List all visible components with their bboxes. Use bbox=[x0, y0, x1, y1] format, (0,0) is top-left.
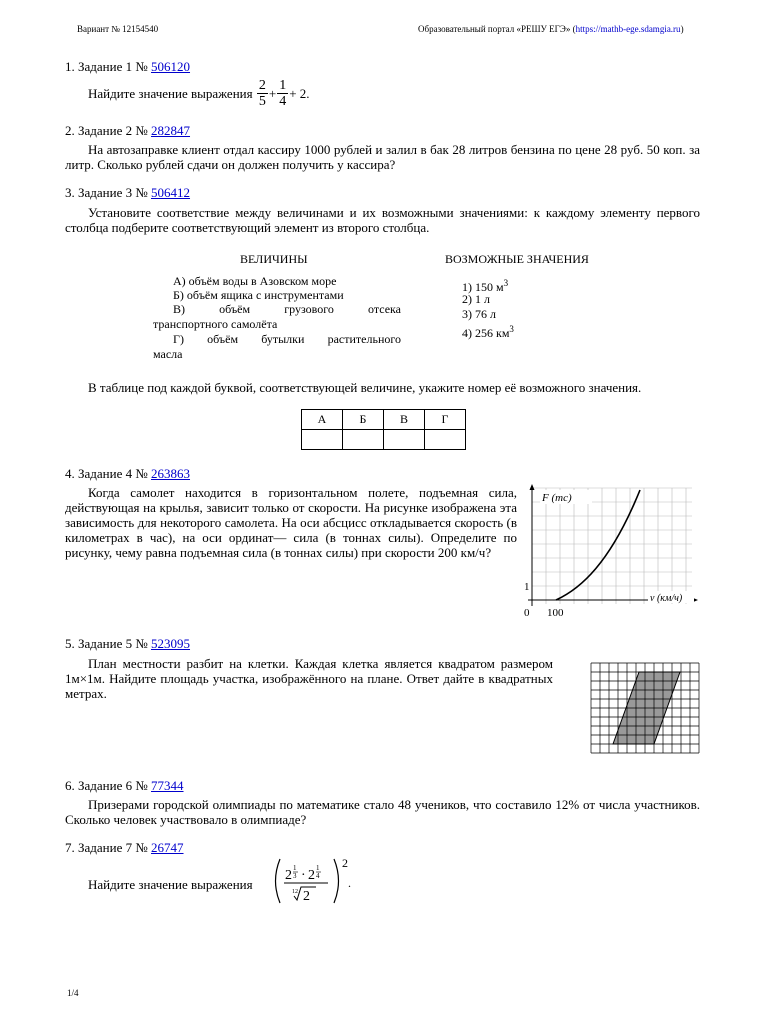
plot-plan-grid bbox=[590, 662, 702, 758]
sup-3: 3 bbox=[509, 324, 514, 334]
x-axis-label: v (км/ч) bbox=[650, 593, 683, 604]
col2-header: ВОЗМОЖНЫЕ ЗНАЧЕНИЯ bbox=[445, 252, 589, 266]
answer-cell bbox=[302, 430, 343, 450]
portal-link[interactable]: https://mathb-ege.sdamgia.ru bbox=[575, 24, 681, 34]
col1-header: ВЕЛИЧИНЫ bbox=[240, 252, 308, 266]
task-label: 6. Задание 6 № bbox=[65, 778, 148, 793]
expr-tail: + 2. bbox=[289, 86, 310, 101]
origin-label: 0 bbox=[524, 607, 530, 619]
col-a: А bbox=[302, 410, 343, 430]
col-b: Б bbox=[343, 410, 384, 430]
answer-cell bbox=[384, 430, 425, 450]
task-5-text: План местности разбит на клетки. Каждая клетка является квадратом размером 1м×1м. Найдите площадь участка, изображённого на плане. Ответ дайте в квадратных метрах. bbox=[65, 656, 553, 701]
value-4 bbox=[462, 322, 514, 340]
task-label: 4. Задание 4 № bbox=[65, 466, 148, 481]
task-5-title bbox=[65, 636, 190, 652]
numerator: 1 bbox=[279, 78, 287, 93]
answer-cell bbox=[343, 430, 384, 450]
task-4-text: Когда самолет находится в горизонтальном полете, подъемная сила, действующая на крылья, зависит только от скорости. На рисунке изображена эта зависимость для некоторого самолета. На оси абсцисс откладывается скорость (в километрах в час), на оси ординат— сила (в тоннах силы). Определите по рисунку, чему равна подъемная сила (в тоннах силы) при скорости 200 км/ч? bbox=[65, 485, 517, 560]
answer-table bbox=[301, 409, 466, 450]
y-axis-label: F (тс) bbox=[542, 492, 572, 504]
task-3-text: Установите соответствие между величинами и их возможными значениями: к каждому элементу первого столбца подберите соответствующий элемент из второго столбца. bbox=[65, 205, 700, 235]
svg-text:3: 3 bbox=[293, 872, 297, 880]
value-1-text: 1) 150 м bbox=[462, 280, 504, 294]
item-b: Б) объём ящика с инструментами bbox=[173, 288, 344, 302]
task-label: 2. Задание 2 № bbox=[65, 123, 148, 138]
value-4-text: 4) 256 км bbox=[462, 326, 510, 340]
lift-curve bbox=[556, 490, 640, 600]
item-g-line2: масла bbox=[153, 347, 183, 361]
denominator: 5 bbox=[258, 94, 266, 109]
item-v-line2: транспортного самолёта bbox=[153, 317, 278, 331]
task-1-title bbox=[65, 59, 190, 75]
task-7-text: Найдите значение выражения bbox=[88, 877, 253, 892]
item-g-line1: Г) объём бутылки растительного bbox=[173, 332, 401, 346]
svg-text:2: 2 bbox=[285, 868, 292, 883]
fraction-2-5 bbox=[257, 78, 268, 109]
value-3: 3) 76 л bbox=[462, 307, 496, 321]
task-2-text: На автозаправке клиент отдал кассиру 1000 рублей и залил в бак 28 литров бензина по цене 28 руб. 50 коп. за литр. Сколько рублей сдачи он должен получить у кассира? bbox=[65, 142, 700, 172]
task-3-link[interactable]: 506412 bbox=[151, 185, 191, 200]
task-1-link[interactable]: 506120 bbox=[151, 59, 191, 74]
y-tick-1: 1 bbox=[524, 581, 530, 593]
page-number: 1/4 bbox=[67, 988, 79, 998]
item-a: А) объём воды в Азовском море bbox=[173, 274, 337, 288]
portal-prefix: Образовательный портал «РЕШУ ЕГЭ» ( bbox=[418, 24, 576, 34]
denominator: 4 bbox=[279, 94, 287, 109]
task-7-expression bbox=[270, 855, 360, 907]
svg-text:2: 2 bbox=[308, 868, 315, 883]
left-paren bbox=[276, 859, 281, 903]
answer-cell bbox=[425, 430, 466, 450]
svg-text:1: 1 bbox=[293, 864, 297, 872]
svg-text:·: · bbox=[301, 868, 306, 883]
task-label: 7. Задание 7 № bbox=[65, 840, 148, 855]
task-4-link[interactable]: 263863 bbox=[151, 466, 191, 481]
item-v-line1: В) объём грузового отсека bbox=[173, 302, 401, 316]
lift-force-graph bbox=[520, 484, 700, 624]
svg-text:2: 2 bbox=[342, 856, 348, 870]
task-2-link[interactable]: 282847 bbox=[151, 123, 191, 138]
answer-table-header bbox=[302, 410, 466, 430]
y-axis-arrow bbox=[530, 484, 535, 490]
task-6-title bbox=[65, 778, 184, 794]
task-7-title bbox=[65, 840, 184, 856]
task-5-link[interactable]: 523095 bbox=[151, 636, 191, 651]
task-1-text: Найдите значение выражения bbox=[88, 86, 253, 101]
task-4-title bbox=[65, 466, 190, 482]
task-2-title bbox=[65, 123, 190, 139]
portal-header bbox=[418, 24, 684, 34]
svg-text:.: . bbox=[348, 876, 351, 890]
task-label: 1. Задание 1 № bbox=[65, 59, 148, 74]
portal-suffix: ) bbox=[680, 24, 684, 34]
task-6-link[interactable]: 77344 bbox=[151, 778, 184, 793]
answer-table-row bbox=[302, 430, 466, 450]
task-1-body: Найдите значение выражения $\frac{2}{5}$ + $\frac{1}{4}$ + 2. bbox=[88, 78, 310, 109]
value-2: 2) 1 л bbox=[462, 292, 490, 306]
task-label: 5. Задание 5 № bbox=[65, 636, 148, 651]
task-label: 3. Задание 3 № bbox=[65, 185, 148, 200]
variant-label: Вариант № 12154540 bbox=[77, 24, 159, 34]
task-7-link[interactable]: 26747 bbox=[151, 840, 184, 855]
x-tick-100: 100 bbox=[547, 607, 564, 619]
right-paren bbox=[334, 859, 339, 903]
task-3-after: В таблице под каждой буквой, соответствующей величине, укажите номер её возможного значения. bbox=[88, 380, 642, 395]
col-v: В bbox=[384, 410, 425, 430]
svg-text:1: 1 bbox=[316, 864, 320, 872]
sup-3: 3 bbox=[503, 278, 509, 288]
svg-text:4: 4 bbox=[316, 872, 320, 880]
col-g: Г bbox=[425, 410, 466, 430]
task-3-title bbox=[65, 185, 190, 201]
svg-text:12: 12 bbox=[292, 889, 298, 895]
task-6-text: Призерами городской олимпиады по математике стало 48 учеников, что составило 12% от числа участников. Сколько человек участвовало в олимпиаде? bbox=[65, 797, 700, 827]
numerator: 2 bbox=[258, 78, 266, 93]
fraction-1-4 bbox=[277, 78, 288, 109]
svg-text:2: 2 bbox=[303, 889, 310, 904]
